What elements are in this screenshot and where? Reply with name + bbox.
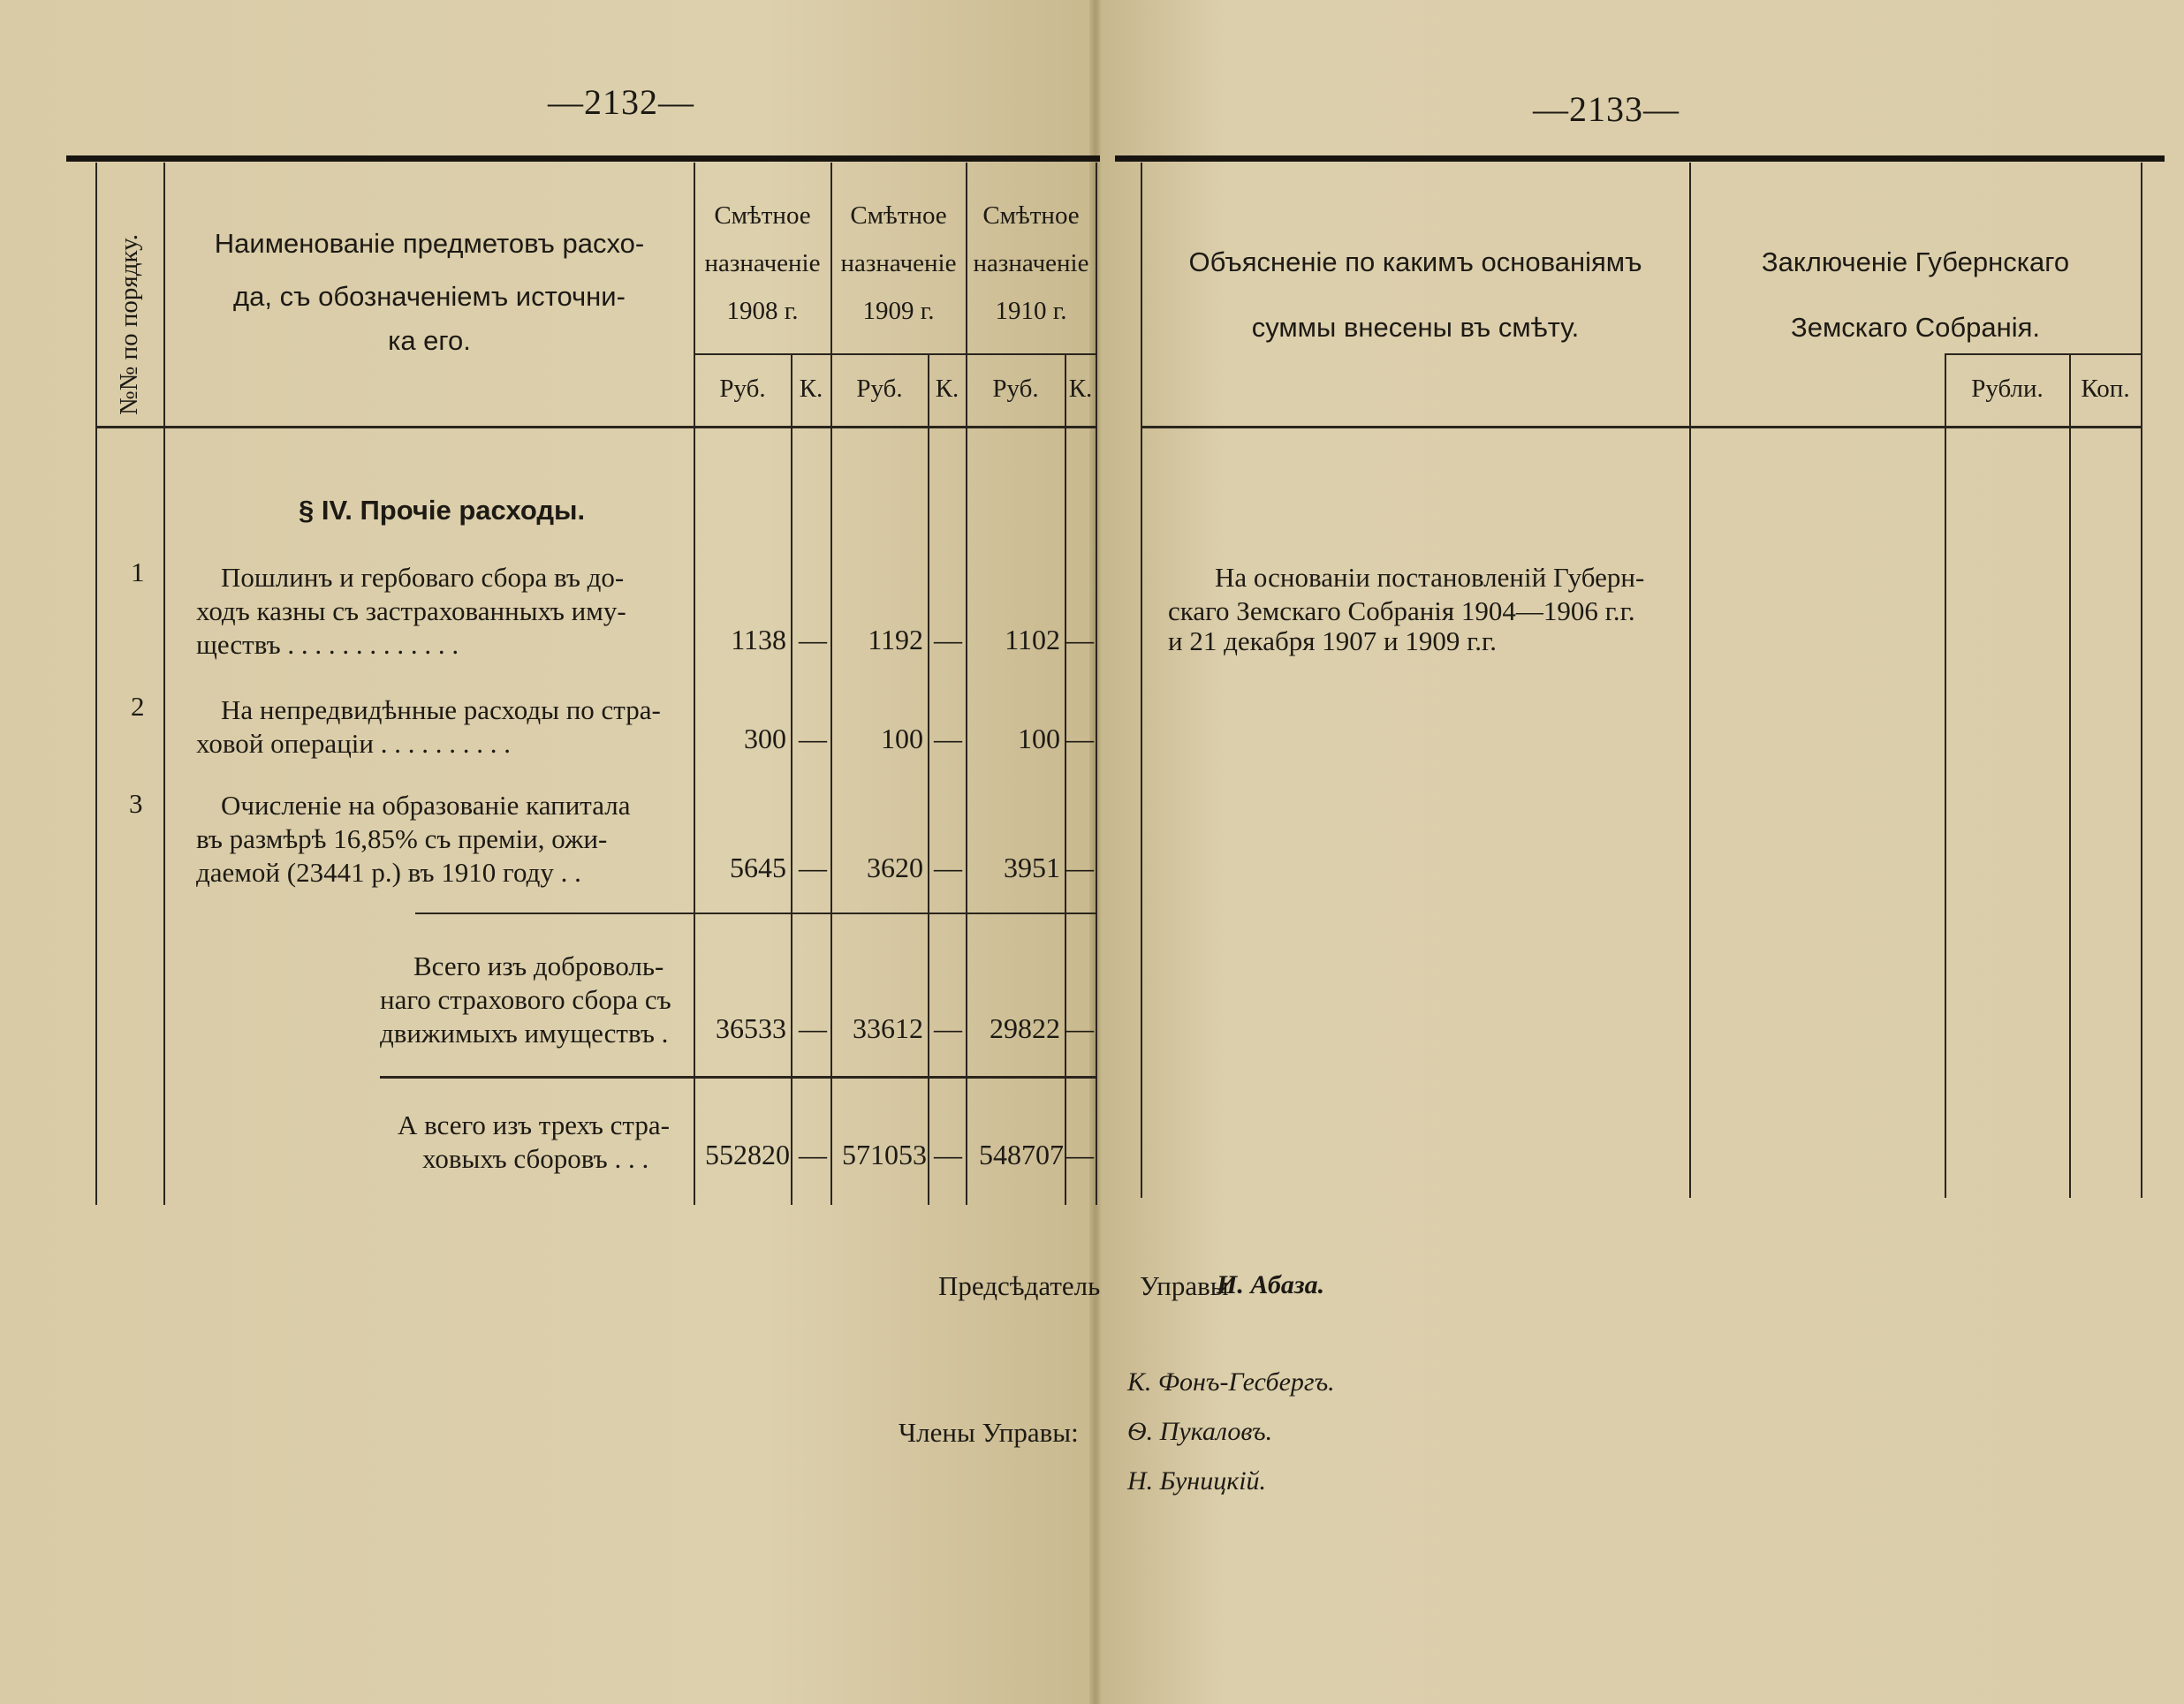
row-2-1909-rub: 100: [881, 723, 923, 754]
row-number-2: 2: [131, 691, 145, 722]
left-page-number: —2132—: [548, 82, 694, 122]
row-1-1910-rub: 1102: [1005, 624, 1060, 655]
left-top-rule: [66, 155, 1100, 162]
header-conclusion-l1: Заключеніе Губернскаго: [1761, 246, 2070, 277]
member-signature-1: К. Фонъ-Гесбергъ.: [1127, 1367, 1335, 1397]
grand-total-1910-rub: 548707: [979, 1139, 1064, 1170]
members-label: Члены Управы:: [899, 1417, 1079, 1448]
row-3-1910-rub: 3951: [1004, 852, 1060, 883]
header-conclusion-l2: Земскаго Собранія.: [1790, 312, 2040, 343]
row-2-1909-kop: —: [934, 723, 962, 754]
header-estimate-1908-l3: 1908 г.: [726, 297, 799, 325]
right-top-rule: [1115, 155, 2165, 162]
row-1-1908-rub: 1138: [731, 624, 786, 655]
chairman-signature: И. Абаза.: [1217, 1270, 1325, 1299]
total-voluntary-l2: наго страхового сбора съ: [380, 984, 671, 1015]
row-3-desc-l1: Очисленіе на образованіе капитала: [221, 790, 631, 821]
grand-total-1909-rub: 571053: [842, 1139, 927, 1170]
total-voluntary-1910-kop: —: [1065, 1012, 1094, 1044]
total-voluntary-1908-rub: 36533: [716, 1012, 786, 1044]
header-rub-1910: Руб.: [992, 375, 1039, 403]
row-2-1908-kop: —: [799, 723, 827, 754]
row-1-desc-l2: ходъ казны съ застрахованныхъ иму-: [196, 595, 626, 626]
row-1-desc-l3: ществъ . . . . . . . . . . . . .: [196, 629, 459, 660]
member-signature-2: Ѳ. Пукаловъ.: [1127, 1417, 1273, 1446]
header-estimate-1910-l3: 1910 г.: [995, 297, 1067, 325]
explanation-l1: На основаніи постановленій Губерн-: [1215, 562, 1645, 593]
header-estimate-1910-l1: Смѣтное: [982, 201, 1080, 230]
grand-total-l1: А всего изъ трехъ стра-: [398, 1109, 670, 1140]
header-item-name-line1: Наименованіе предметовъ расхо-: [214, 228, 645, 259]
grand-total-1908-rub: 552820: [705, 1139, 790, 1170]
header-item-name-line2: да, съ обозначеніемъ источни-: [233, 281, 626, 312]
row-3-1908-kop: —: [799, 852, 827, 883]
header-explanation-l1: Объясненіе по какимъ основаніямъ: [1188, 246, 1642, 277]
row-2-1908-rub: 300: [744, 723, 786, 754]
grand-total-1908-kop: —: [799, 1139, 827, 1170]
row-3-desc-l3: даемой (23441 р.) въ 1910 году . .: [196, 857, 581, 888]
row-1-1909-kop: —: [934, 624, 962, 655]
row-2-desc-l1: На непредвидѣнные расходы по стра-: [221, 694, 661, 725]
header-estimate-1908-l1: Смѣтное: [714, 201, 811, 230]
row-1-desc-l1: Пошлинъ и гербоваго сбора въ до-: [221, 562, 625, 593]
total-voluntary-1909-kop: —: [934, 1012, 962, 1044]
total-voluntary-l1: Всего изъ доброволь-: [413, 950, 664, 981]
row-3-desc-l2: въ размѣрѣ 16,85% съ преміи, ожи-: [196, 823, 608, 854]
header-kop-right: Коп.: [2081, 375, 2130, 403]
header-row-number: №№ по порядку.: [115, 234, 143, 415]
explanation-l3: и 21 декабря 1907 и 1909 г.г.: [1168, 625, 1498, 656]
section-title: § IV. Прочіе расходы.: [299, 495, 586, 526]
row-3-1909-rub: 3620: [867, 852, 923, 883]
header-estimate-1909-l3: 1909 г.: [862, 297, 935, 325]
row-3-1909-kop: —: [934, 852, 962, 883]
chairman-label: Предсѣдатель: [938, 1270, 1101, 1301]
row-3-1910-kop: —: [1065, 852, 1094, 883]
grand-total-1910-kop: —: [1065, 1139, 1094, 1170]
row-3-1908-rub: 5645: [730, 852, 786, 883]
header-explanation-l2: суммы внесены въ смѣту.: [1251, 312, 1580, 343]
header-kop-1910: К.: [1068, 375, 1093, 403]
header-item-name-line3: ка его.: [388, 325, 471, 356]
row-1-1908-kop: —: [799, 624, 827, 655]
grand-total-l2: ховыхъ сборовъ . . .: [422, 1143, 649, 1174]
total-voluntary-1908-kop: —: [799, 1012, 827, 1044]
header-rubli: Рубли.: [1971, 375, 2044, 403]
grand-total-1909-kop: —: [934, 1139, 962, 1170]
header-kop-1908: К.: [799, 375, 823, 403]
chairman-label-tail: Управы: [1140, 1270, 1229, 1301]
total-voluntary-1910-rub: 29822: [990, 1012, 1060, 1044]
header-estimate-1910-l2: назначеніе: [973, 249, 1089, 277]
total-voluntary-1909-rub: 33612: [853, 1012, 923, 1044]
row-2-desc-l2: ховой операціи . . . . . . . . . .: [196, 728, 511, 759]
explanation-l2: скаго Земскаго Собранія 1904—1906 г.г.: [1168, 595, 1635, 626]
row-number-1: 1: [131, 557, 145, 587]
row-1-1909-rub: 1192: [868, 624, 923, 655]
header-estimate-1908-l2: назначеніе: [704, 249, 821, 277]
header-rub-1909: Руб.: [856, 375, 903, 403]
header-estimate-1909-l2: назначеніе: [840, 249, 957, 277]
row-2-1910-kop: —: [1065, 723, 1094, 754]
header-estimate-1909-l1: Смѣтное: [850, 201, 947, 230]
right-page-number: —2133—: [1533, 89, 1680, 129]
row-2-1910-rub: 100: [1018, 723, 1060, 754]
header-rub-1908: Руб.: [719, 375, 766, 403]
member-signature-3: Н. Буницкій.: [1127, 1466, 1267, 1496]
row-number-3: 3: [129, 788, 143, 819]
header-kop-1909: К.: [935, 375, 959, 403]
row-1-1910-kop: —: [1065, 624, 1094, 655]
total-voluntary-l3: движимыхъ имуществъ .: [380, 1018, 669, 1049]
